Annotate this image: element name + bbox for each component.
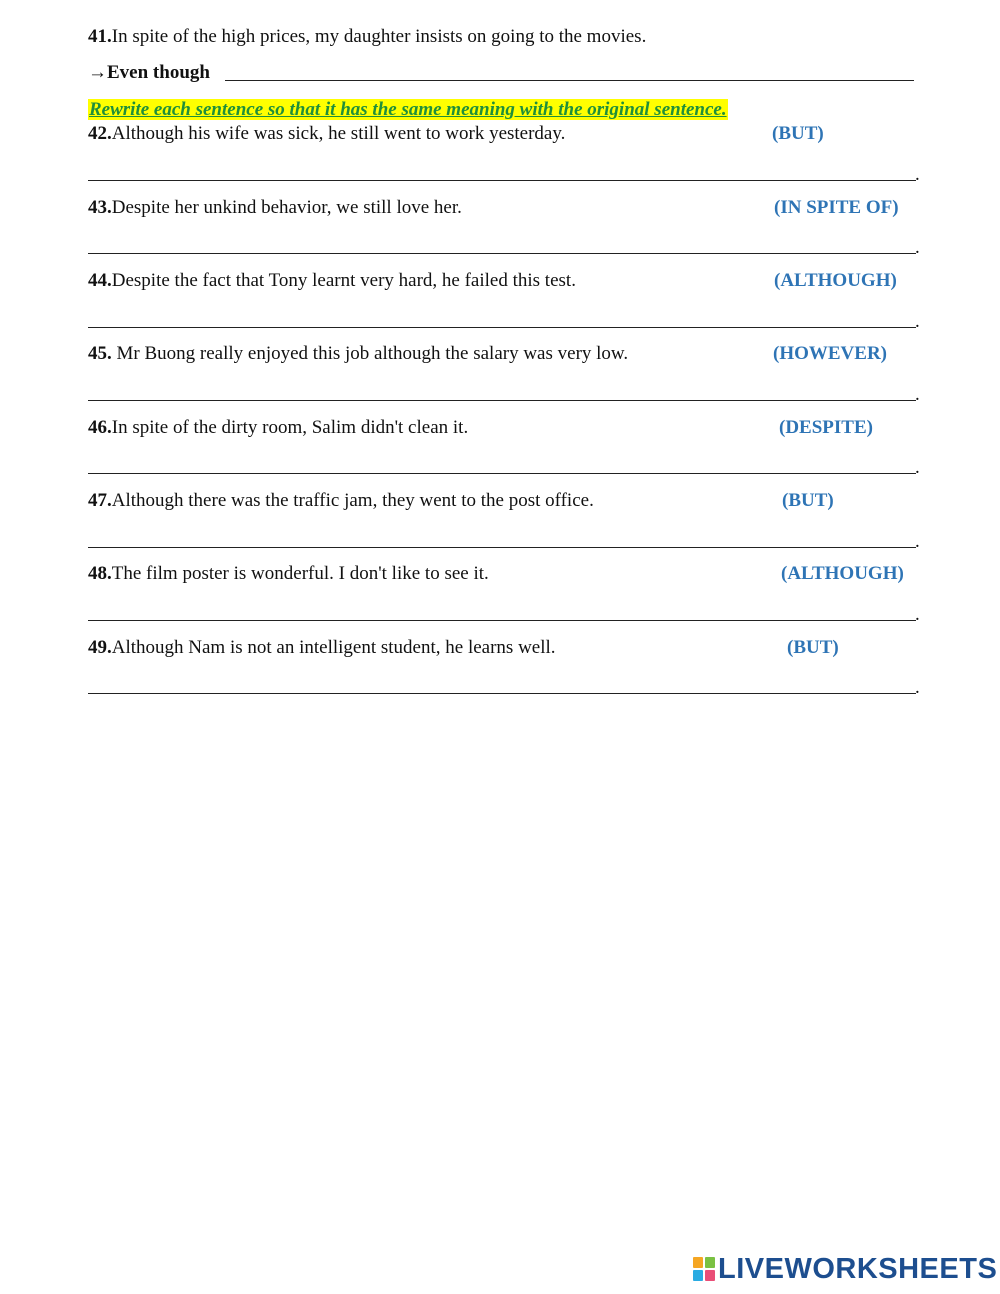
question-text: Despite her unkind behavior, we still love her. <box>111 197 462 218</box>
line-end-period: . <box>915 311 920 332</box>
instruction-banner <box>88 99 728 121</box>
question-text: Although his wife was sick, he still went to work yesterday. <box>111 123 566 144</box>
question-number: 42. <box>88 123 112 144</box>
prompt-label: Even though <box>107 62 210 83</box>
question-text: The film poster is wonderful. I don't like to see it. <box>111 563 489 584</box>
line-end-period: . <box>915 164 920 185</box>
answer-line[interactable] <box>88 400 916 401</box>
question-row <box>88 417 468 439</box>
keyword-hint: (BUT) <box>787 637 839 658</box>
line-end-period: . <box>915 531 920 552</box>
question-text: Despite the fact that Tony learnt very hard, he failed this test. <box>111 270 576 291</box>
line-end-period: . <box>915 604 920 625</box>
question-number: 44. <box>88 270 112 291</box>
logo-square <box>693 1270 703 1281</box>
question-row <box>88 490 594 512</box>
keyword-hint: (BUT) <box>772 123 824 144</box>
keyword-hint: (HOWEVER) <box>773 343 887 364</box>
keyword-hint: (ALTHOUGH) <box>781 563 904 584</box>
question-text: Although there was the traffic jam, they went to the post office. <box>111 490 594 511</box>
question-text: Mr Buong really enjoyed this job although the salary was very low. <box>111 343 629 364</box>
line-end-period: . <box>915 384 920 405</box>
question-row <box>88 343 628 365</box>
keyword-hint: (BUT) <box>782 490 834 511</box>
question-number: 46. <box>88 417 112 438</box>
line-end-period: . <box>915 457 920 478</box>
keyword-hint: (IN SPITE OF) <box>774 197 899 218</box>
logo-text: LIVEWORKSHEETS <box>718 1253 998 1285</box>
arrow-right-icon: → <box>88 62 107 83</box>
line-end-period: . <box>915 677 920 698</box>
logo-square <box>705 1257 715 1268</box>
question-number: 43. <box>88 197 112 218</box>
answer-line[interactable] <box>88 547 916 548</box>
question-number: 45. <box>88 343 112 364</box>
question-number: 41. <box>88 26 112 47</box>
logo-square <box>705 1270 715 1281</box>
answer-line[interactable] <box>88 620 916 621</box>
answer-line[interactable] <box>88 180 916 181</box>
question-row <box>88 563 489 585</box>
logo-icon <box>693 1257 715 1281</box>
answer-line[interactable] <box>88 473 916 474</box>
line-end-period: . <box>915 237 920 258</box>
logo-square <box>693 1257 703 1268</box>
question-41 <box>88 26 646 48</box>
question-number: 49. <box>88 637 112 658</box>
question-row <box>88 123 565 145</box>
keyword-hint: (DESPITE) <box>779 417 873 438</box>
question-row <box>88 270 576 292</box>
question-text: In spite of the high prices, my daughter insists on going to the movies. <box>111 26 647 47</box>
keyword-hint: (ALTHOUGH) <box>774 270 897 291</box>
question-number: 47. <box>88 490 112 511</box>
question-row <box>88 637 556 659</box>
answer-line-41[interactable] <box>225 80 914 81</box>
answer-prompt-41 <box>88 62 210 84</box>
question-text: In spite of the dirty room, Salim didn't clean it. <box>111 417 469 438</box>
question-row <box>88 197 462 219</box>
answer-line[interactable] <box>88 253 916 254</box>
liveworksheets-logo <box>693 1254 997 1284</box>
question-text: Although Nam is not an intelligent student, he learns well. <box>111 637 556 658</box>
question-number: 48. <box>88 563 112 584</box>
answer-line[interactable] <box>88 327 916 328</box>
answer-line[interactable] <box>88 693 916 694</box>
instruction-text: Rewrite each sentence so that it has the same meaning with the original sentence. <box>89 99 727 120</box>
